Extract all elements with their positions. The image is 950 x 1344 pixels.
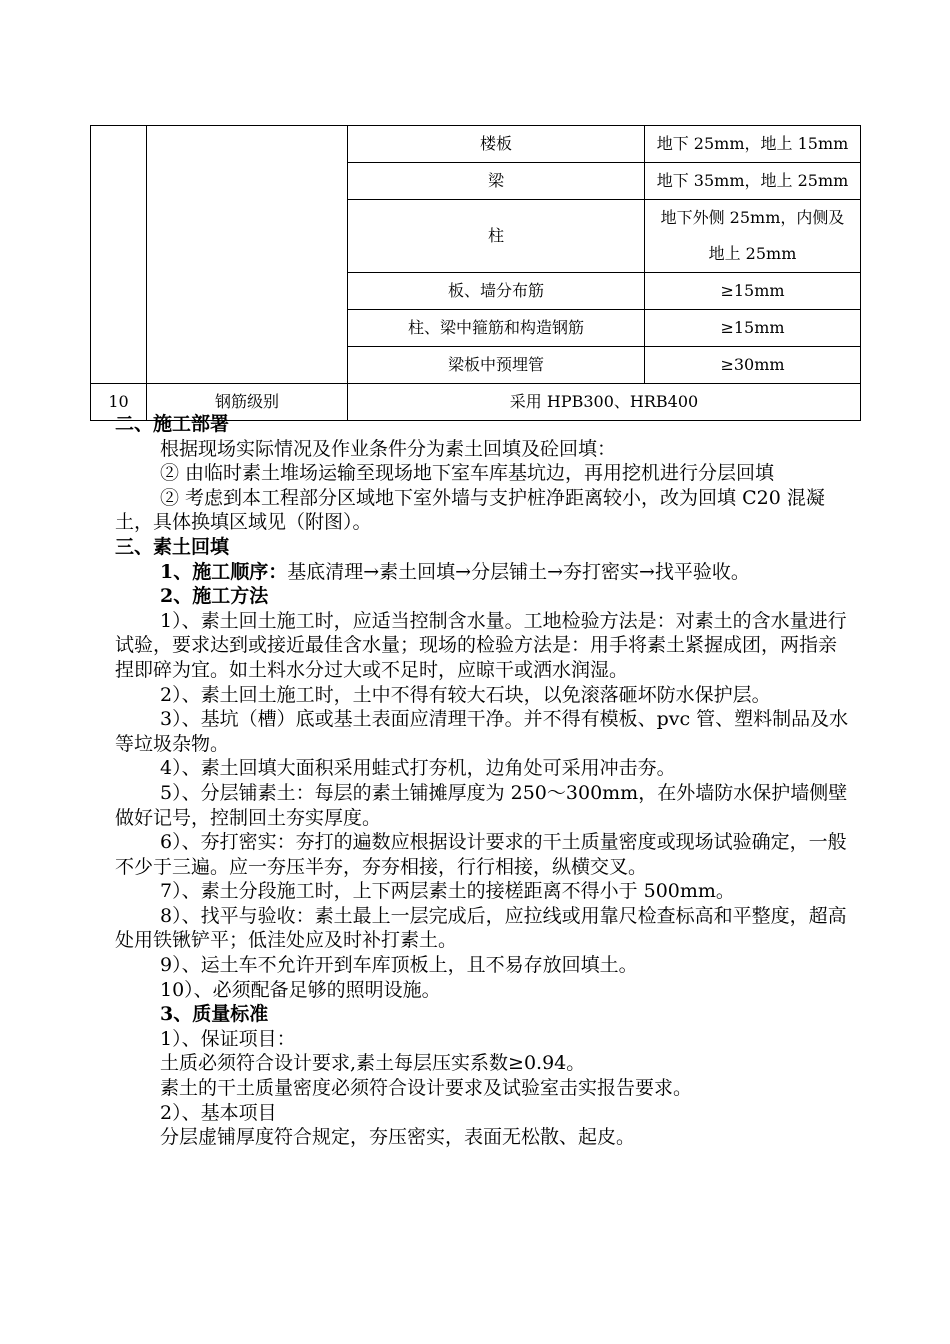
paragraph: 4）、素土回填大面积采用蛙式打夯机，边角处可采用冲击夯。 (160, 757, 676, 780)
table-cell-value: 地下 25mm，地上 15mm (645, 126, 861, 163)
paragraph: 3）、基坑（槽）底或基土表面应清理干净。并不得有模板、pvc 管、塑料制品及水等垃圾杂物。 (115, 708, 849, 755)
document-body (115, 412, 850, 1150)
paragraph: 分层虚铺厚度符合规定，夯压密实，表面无松散、起皮。 (160, 1126, 636, 1149)
table-cell-item: 柱、梁中箍筋和构造钢筋 (348, 310, 645, 347)
table-cell-item: 梁 (348, 163, 645, 200)
table-cell-item: 梁板中预埋管 (348, 347, 645, 384)
table-cell-value: 地下 35mm，地上 25mm (645, 163, 861, 200)
subsection-heading: 3、质量标准 (160, 1003, 269, 1026)
paragraph: 5）、分层铺素土：每层的素土铺摊厚度为 250～300mm，在外墙防水保护墙侧壁做好记号，控制回土夯实厚度。 (115, 781, 848, 829)
inline-text: 基底清理→素土回填→分层铺土→夯打密实→找平验收。 (287, 560, 750, 583)
table-cell-value (645, 200, 861, 273)
spec-table (90, 125, 861, 421)
table-cell-empty (91, 126, 147, 384)
section-heading: 二、施工部署 (115, 413, 230, 435)
paragraph: 9）、运土车不允许开到车库顶板上，且不易存放回填土。 (160, 954, 638, 977)
table-cell-value: ≥30mm (645, 347, 861, 384)
paragraph: 1）、保证项目： (160, 1027, 296, 1050)
paragraph: 素土的干土质量密度必须符合设计要求及试验室击实报告要求。 (160, 1077, 693, 1100)
table-cell-item: 楼板 (348, 126, 645, 163)
table-cell-value: ≥15mm (645, 310, 861, 347)
table-cell-item: 板、墙分布筋 (348, 273, 645, 310)
table-cell-name: 钢筋级别 (147, 384, 348, 421)
inline-label: 1、施工顺序： (160, 560, 288, 583)
list-item: ② 由临时素土堆场运输至现场地下室车库基坑边，再用挖机进行分层回填 (160, 462, 775, 485)
paragraph: 土质必须符合设计要求,素土每层压实系数≥0.94。 (160, 1052, 586, 1075)
section-heading: 三、素土回填 (115, 535, 230, 558)
table-cell-empty (147, 126, 348, 384)
paragraph: 6）、夯打密实：夯打的遍数应根据设计要求的干土质量密度或现场试验确定，一般不少于三遍。应一夯压半夯，夯夯相接，行行相接，纵横交叉。 (115, 831, 847, 878)
paragraph: 根据现场实际情况及作业条件分为素土回填及砼回填： (160, 437, 617, 460)
paragraph: 7）、素土分段施工时，上下两层素土的接槎距离不得小于 500mm。 (160, 880, 735, 903)
paragraph: 2）、基本项目 (160, 1101, 277, 1124)
paragraph: 2）、素土回土施工时，土中不得有较大石块，以免滚落砸坏防水保护层。 (160, 683, 771, 706)
table-cell-value: 采用 HPB300、HRB400 (348, 384, 861, 421)
paragraph: ② 考虑到本工程部分区域地下室外墙与支护桩净距离较小，改为回填 C20 混凝土，具体换填区域见（附图）。 (115, 486, 825, 534)
subsection-heading: 2、施工方法 (160, 585, 269, 608)
paragraph (115, 560, 850, 585)
table-cell-item: 柱 (348, 200, 645, 273)
table-cell-value: ≥15mm (645, 273, 861, 310)
table-cell-number: 10 (91, 384, 147, 421)
paragraph: 10）、必须配备足够的照明设施。 (160, 978, 441, 1001)
paragraph: 8）、找平与验收：素土最上一层完成后，应拉线或用靠尺检查标高和平整度，超高处用铁锹铲平；低洼处应及时补打素土。 (115, 904, 847, 952)
table-cell-value-line: 地下外侧 25mm，内侧及 (660, 208, 845, 227)
table-cell-value-line: 地上 25mm (708, 244, 797, 263)
table-row (91, 126, 861, 163)
paragraph: 1）、素土回土施工时，应适当控制含水量。工地检验方法是：对素土的含水量进行试验，要求达到或接近最佳含水量；现场的检验方法是：用手将素土紧握成团，两指亲捏即碎为宜。如土料水分过大或不足时，应晾干或洒水润湿。 (115, 609, 847, 681)
